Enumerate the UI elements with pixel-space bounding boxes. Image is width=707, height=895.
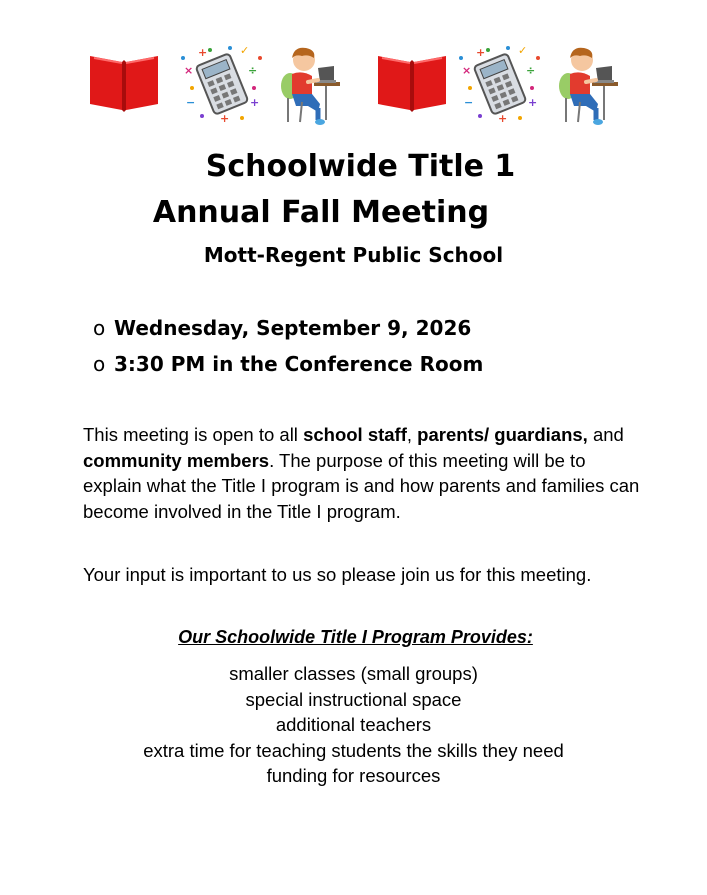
bullet-marker: o <box>93 352 106 376</box>
header-icon-row <box>88 42 628 126</box>
provides-heading: Our Schoolwide Title I Program Provides: <box>178 627 533 647</box>
school-name: Mott-Regent Public School <box>203 243 504 267</box>
audience-community: community members <box>83 449 270 471</box>
svg-text:✓: ✓ <box>518 44 528 57</box>
student-laptop-icon <box>556 42 622 126</box>
audience-parents: parents/ guardians, <box>417 424 588 445</box>
svg-text:+: + <box>220 112 230 124</box>
meeting-details <box>93 310 483 382</box>
svg-text:+: + <box>198 46 208 59</box>
svg-text:+: + <box>476 46 486 59</box>
svg-text:+: + <box>528 96 538 109</box>
bullet-marker: o <box>93 316 106 340</box>
calculator-icon <box>458 44 542 124</box>
meeting-time-location: 3:30 PM in the Conference Room <box>114 352 484 376</box>
student-laptop-icon <box>278 42 344 126</box>
page-subtitle: Annual Fall Meeting <box>152 195 490 230</box>
red-book-icon <box>88 42 160 112</box>
page-title: Schoolwide Title 1 <box>205 149 516 184</box>
audience-school-staff: school staff <box>303 424 407 445</box>
title-block <box>0 144 707 270</box>
intro-text: , <box>406 424 418 445</box>
intro-paragraph <box>83 422 643 524</box>
intro-text: and <box>587 424 624 445</box>
svg-text:−: − <box>464 96 474 109</box>
calculator-icon <box>180 44 264 124</box>
list-item: special instructional space <box>245 688 462 710</box>
list-item: extra time for teaching students the skills they need <box>143 739 564 761</box>
list-item: additional teachers <box>275 714 432 736</box>
svg-text:−: − <box>186 96 196 109</box>
invite-paragraph: Your input is important to us so please join us for this meeting. <box>83 564 592 585</box>
svg-text:×: × <box>184 64 194 77</box>
detail-item-date <box>93 310 483 346</box>
meeting-date: Wednesday, September 9, 2026 <box>114 316 472 340</box>
svg-text:+: + <box>498 112 508 124</box>
svg-text:×: × <box>462 64 472 77</box>
svg-text:✓: ✓ <box>240 44 250 57</box>
detail-item-time-location <box>93 346 483 382</box>
list-item: funding for resources <box>266 765 441 787</box>
provides-list <box>0 661 707 789</box>
svg-text:+: + <box>250 96 260 109</box>
svg-text:÷: ÷ <box>526 64 536 77</box>
svg-text:÷: ÷ <box>248 64 258 77</box>
red-book-icon <box>376 42 448 112</box>
intro-text: . The purpose of this meeting will be to explain what the Title I program is and how parents and families can become involved in the Title I program. <box>83 449 640 522</box>
intro-text: This meeting is open to all <box>83 424 304 445</box>
list-item: smaller classes (small groups) <box>229 663 478 684</box>
